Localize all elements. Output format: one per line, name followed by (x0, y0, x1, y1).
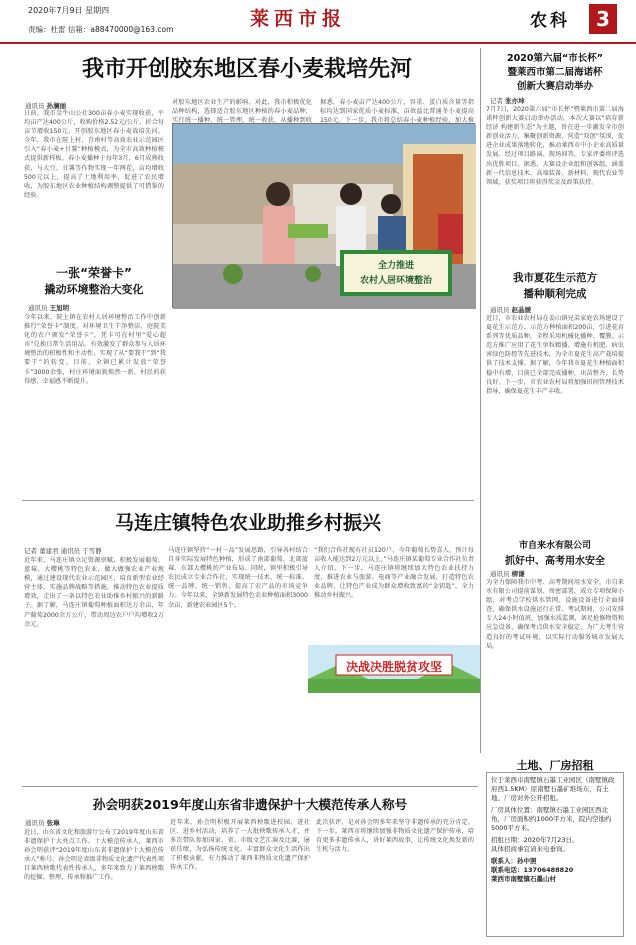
right-top-byline-name: 张亦坤 (505, 97, 525, 105)
right-mid-byline (490, 305, 531, 314)
ad-phone (491, 866, 619, 875)
right-mid-body: 近日，市农业农村局在姜山镇兄弟家庭农场建设了夏花生示范方，示范方种植面积200亩，引进花育系列等优质品种，全程采用机械化播种、覆膜。示范方推广应用了花生单粒精播、增施有机肥、病虫害绿色防控等先进技术，为全市夏花生高产栽培提供了技术支撑。据了解，今年我市夏花生种植面积稳中有增，目前已全部完成播种，出苗整齐，长势良好。下一步，市农业农村局将加强田间管理技术指导，确保夏花生丰产丰收。 (486, 315, 624, 395)
page-number-badge: 3 (589, 4, 617, 34)
right-lower-body: 为全力保障我市中考、高考期间用水安全，市自来水有限公司提前谋划、周密部署，成立专项保障小组，对考点学校供水管网、设施设备进行全面排查，确保供水设施运行正常。考试期间，公司安排专人24小时值班，加强水质监测，备足抢修物资和应急设备，确保考点供水安全稳定，为广大考生营造良好的考试环境，以实际行动服务城市发展大局。 (486, 579, 624, 650)
mid-feature-rule (22, 500, 474, 501)
right-top-headline-1: 2020第六届“市长杯” (507, 53, 603, 64)
ad-contact (491, 857, 619, 866)
mid-feature-column-2: 马连庄镇坚持“一村一品”发展思路，引导各村结合自身实际发展特色种植，形成了南部葡萄、北部蓝莓、东部大樱桃的产业布局。同时，镇里积极引导农民成立专业合作社，实现统一技术、统一标准、统一品牌、统一销售，提高了农产品的市场竞争力。今年以来，全镇新发展特色农业种植面积3000余亩，新建农业园区5个。 (168, 547, 308, 609)
right-top-headline-3: 创新大赛启动举办 (516, 81, 593, 92)
ad-company (491, 875, 619, 884)
section-title: 农科 (530, 11, 570, 31)
paper-logo: 莱西市报 (250, 8, 347, 30)
photo-caption-badge (340, 250, 452, 296)
ad-contact-name: 孙中照 (517, 857, 537, 865)
ad-line-4: 具体招商事宜请来电垂询。 (491, 845, 569, 853)
ad-box (486, 772, 624, 937)
lead-column-1: 日前，我市金牛山公社300亩春小麦实现收获，平均亩产达400公斤，收购价格2.52元/公斤，折合每亩节增收150元，开创胶东地区春小麦栽培先河。今年，我市在院上村、青南村等高效农业示范园区引入“春小麦+甘薯”种植模式，为全市高效种植模式提供新样板。春小麦播种于每年3月，6月成熟收获，与大豆、甘薯等作物实现一年两茬，亩均增收500元以上，提高了土地利用率，促进了农民增收，为胶东地区农业种植结构调整提供了可借鉴的经验。 (24, 110, 164, 199)
ad-title: 土地、厂房招租 (516, 759, 594, 772)
right-lower-headline-1: 市自来水有限公司 (518, 541, 591, 551)
editor-info: 责编：杜雷 信箱：a88470000@163.com (28, 25, 174, 34)
right-lower-headline-2: 抓好中、高考用水安全 (505, 556, 605, 567)
ad-contact-label: 联系人： (491, 857, 517, 865)
right-column-rule (480, 48, 481, 753)
bottom-headline: 孙会明获2019年度山东省非遗保护十大模范传承人称号 (92, 797, 408, 812)
sidebar-headline-1: 一张“荣誉卡” (56, 266, 132, 280)
ad-company-name: 莱西市南墅镇石墨山村 (491, 875, 556, 883)
sidebar-byline (28, 303, 69, 312)
bottom-byline-name: 张琳 (46, 819, 60, 827)
mid-feature-column-1: 近年来，马连庄镇立足资源禀赋，积极发展葡萄、蓝莓、大樱桃等特色农业，做大做强农业产业规模，通过建设现代农业示范园区、培育新型农业经营主体、实施品牌战略等措施，推动特色农业提质增效，走出了一条以特色农业助推乡村振兴的新路子。据了解，马连庄镇葡萄种植面积达万余亩，年产葡萄2000余万公斤，带动周边农户户均增收2万余元。 (24, 557, 164, 628)
sidebar-byline-label: 通讯员 (28, 304, 48, 312)
badge-line-2: 农村人居环境整治 (359, 276, 432, 286)
lead-byline-name: 孙澜丽 (46, 102, 67, 110)
ad-line-3: 招租日期：2020年7月23日。 (491, 836, 579, 844)
lead-headline: 我市开创胶东地区春小麦栽培先河 (81, 57, 412, 82)
ad-line-2: 厂房具体位置：南墅镇石墨工业园区西北角，厂房面积约1000平方米，院内空地约5000平方米。 (491, 806, 612, 832)
lead-column-3: 据悉，春小麦亩产达400公斤，容重、蛋白质含量等指标均达到国家优质小麦标准，亩效益比普通冬小麦提高150元。下一步，我市将总结春小麦种植经验，加大推 (320, 99, 474, 125)
right-lower-byline (490, 569, 525, 578)
campaign-banner (308, 645, 480, 693)
right-top-body: 7月7日，2020第六届“市长杯”暨莱西市第二届海诺杯创新大赛启动举办活动。本次大赛以“培育新经济 构建新生态”为主题，旨在进一步激发全市创新创业活力，集聚创新资源、营造“双创”氛围，促进企业成果落地转化，推动莱西市中小企业高质量发展。经过项目路演、现场问答，专家评委将评选出优胜项目。据悉，大赛设企业组和创客组，涵盖新一代信息技术、高端装备、新材料、现代农业等领域，获奖项目将获得奖金及政策扶持。 (486, 106, 624, 186)
lead-byline-label: 通讯员 (25, 102, 45, 110)
lead-column-2: 对胶东地区农业生产的影响。对此，我市积极优化品种结构，选择适合胶东地区种植的春小麦品种，实行统一播种、统一管理、统一收获，从播种到收 (172, 99, 312, 125)
bottom-column-1: 近日，山东省文化和旅游厅公布了2019年度山东省非遗保护十大亮点工作、十大模范传承人，莱西市孙会明获评“2019年度山东省非遗保护十大模范传承人”称号。孙会明是省级非物质文化遗产代表性项目莱西秧歌代表性传承人，多年来致力于莱西秧歌的挖掘、整理、传承和推广工作。 (24, 829, 164, 882)
mid-feature-headline: 马连庄镇特色农业助推乡村振兴 (114, 512, 381, 534)
ad-line-1: 位于莱西市南墅镇石墨工业园区（南墅镇政府西1.5KM）原南墅石墨矿堆场东，有土地、厂房对外公开招租。 (491, 776, 615, 802)
sidebar-byline-name: 王旭明 (49, 304, 70, 312)
mid-feature-byline: 记者 董建君 通讯员 于雪静 (24, 547, 102, 555)
right-top-byline (490, 96, 525, 105)
masthead (0, 0, 636, 44)
right-top-byline-label: 记者 (490, 97, 503, 105)
ad-phone-label: 联系电话： (491, 866, 524, 874)
bottom-article-rule (22, 786, 478, 787)
sidebar-body: 今年以来，院上镇在农村人居环境整治工作中创新推行“荣誉卡”制度，对环境卫生干净整洁、庭院美化的农户颁发“荣誉卡”，凭卡可在村里“爱心超市”兑换日常生活用品，有效激发了群众参与人居环境整治的积极性和主动性，实现了从“要我干”到“我要干”的转变。目前，全镇已累计发放“荣誉卡”3000余张，村庄环境面貌焕然一新，村民的获得感、幸福感不断提升。 (24, 314, 166, 385)
bottom-column-3: 此次获评，是对孙会明多年来坚守非遗传承的充分肯定。下一步，莱西市将继续加强非物质文化遗产保护传承，培育更多非遗传承人，讲好莱西故事，让传统文化焕发新的生机与活力。 (316, 819, 474, 854)
right-mid-headline-1: 我市夏花生示范方 (513, 272, 597, 284)
badge-line-1: 全力推进 (377, 261, 414, 271)
banner-text: 决战决胜脱贫攻坚 (345, 660, 442, 674)
ad-phone-number: 13706488820 (523, 866, 574, 874)
bottom-byline-label: 通讯员 (25, 819, 45, 827)
bottom-byline (25, 818, 60, 827)
right-top-headline-2: 暨莱西市第二届海诺杯 (507, 67, 603, 78)
bottom-column-2: 近年来，孙会明积极开展莱西秧歌进校园、进社区、进乡村活动，培养了一大批秧歌传承人才，并多次带队参加国家、省、市级文艺汇演及比赛，屡获佳绩，为弘扬传统文化、丰富群众文化生活作出了积极贡献，有力推动了莱西非物质文化遗产保护传承工作。 (170, 819, 310, 872)
right-mid-byline-name: 赵晶媛 (511, 306, 532, 314)
right-lower-byline-name: 柳谦 (511, 570, 525, 578)
mid-feature-column-3: “我们合作社现有社员120户，今年葡萄长势喜人，预计每亩收入能达到2万元以上。”马连庄镇某葡萄专业合作社负责人介绍。下一步，马连庄镇将继续加大特色农业扶持力度，推进农业与旅游、电商等产业融合发展，打造特色农业品牌，让特色产业成为群众增收致富的“金钥匙”，全力推动乡村振兴。 (314, 547, 474, 600)
sidebar-headline-2: 撬动环境整治大变化 (44, 283, 144, 296)
right-mid-headline-2: 播种顺利完成 (523, 288, 587, 300)
issue-date: 2020年7月9日 星期四 (28, 6, 110, 15)
right-mid-byline-label: 通讯员 (490, 306, 510, 314)
right-lower-byline-label: 通讯员 (490, 570, 510, 578)
